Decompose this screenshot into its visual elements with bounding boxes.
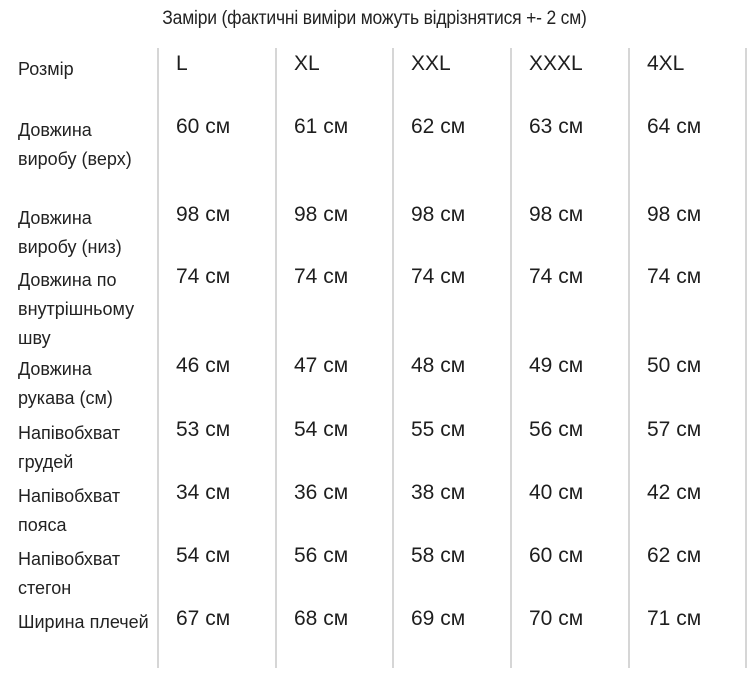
table-cell: 47 см (294, 354, 349, 377)
table-cell: 63 см (529, 115, 584, 138)
column-divider (275, 48, 277, 668)
table-cell: 98 см (411, 203, 466, 226)
table-cell: 98 см (647, 203, 702, 226)
table-cell: 98 см (176, 203, 231, 226)
table-cell: 48 см (411, 354, 466, 377)
row-label: Напівобхват пояса (18, 486, 121, 535)
size-header: XXXL (529, 52, 583, 75)
table-cell: 54 см (176, 544, 231, 567)
table-cell: 62 см (411, 115, 466, 138)
table-cell: 60 см (529, 544, 584, 567)
table-cell: 58 см (411, 544, 466, 567)
table-cell: 70 см (529, 607, 584, 630)
table-cell: 98 см (529, 203, 584, 226)
size-header: L (176, 52, 188, 75)
column-divider (157, 48, 159, 668)
table-cell: 69 см (411, 607, 466, 630)
page-title: Заміри (фактичні виміри можуть відрізнятися +- 2 см) (162, 8, 587, 29)
table-cell: 68 см (294, 607, 349, 630)
row-label: Напівобхват грудей (18, 423, 121, 472)
table-cell: 98 см (294, 203, 349, 226)
table-cell: 74 см (294, 265, 349, 288)
row-label: Ширина плечей (18, 612, 149, 632)
table-cell: 50 см (647, 354, 702, 377)
size-header: 4XL (647, 52, 685, 75)
table-cell: 53 см (176, 418, 231, 441)
row-label: Довжина виробу (верх) (18, 120, 132, 169)
table-cell: 71 см (647, 607, 702, 630)
column-divider (745, 48, 747, 668)
table-cell: 64 см (647, 115, 702, 138)
header-label: Розмір (18, 59, 74, 79)
table-cell: 56 см (529, 418, 584, 441)
row-label: Довжина виробу (низ) (18, 208, 122, 257)
size-header: XL (294, 52, 320, 75)
table-cell: 74 см (529, 265, 584, 288)
column-divider (510, 48, 512, 668)
row-label: Напівобхват стегон (18, 549, 121, 598)
row-label: Довжина рукава (см) (18, 359, 113, 408)
table-cell: 74 см (647, 265, 702, 288)
column-divider (628, 48, 630, 668)
table-cell: 40 см (529, 481, 584, 504)
table-cell: 61 см (294, 115, 349, 138)
table-cell: 46 см (176, 354, 231, 377)
table-cell: 36 см (294, 481, 349, 504)
table-cell: 56 см (294, 544, 349, 567)
table-cell: 74 см (176, 265, 231, 288)
table-cell: 67 см (176, 607, 231, 630)
table-cell: 74 см (411, 265, 466, 288)
row-label: Довжина по внутрішньому шву (18, 270, 135, 348)
table-cell: 49 см (529, 354, 584, 377)
table-cell: 42 см (647, 481, 702, 504)
table-cell: 38 см (411, 481, 466, 504)
table-cell: 60 см (176, 115, 231, 138)
table-cell: 55 см (411, 418, 466, 441)
table-cell: 54 см (294, 418, 349, 441)
table-cell: 57 см (647, 418, 702, 441)
column-divider (392, 48, 394, 668)
table-cell: 62 см (647, 544, 702, 567)
table-cell: 34 см (176, 481, 231, 504)
size-header: XXL (411, 52, 451, 75)
